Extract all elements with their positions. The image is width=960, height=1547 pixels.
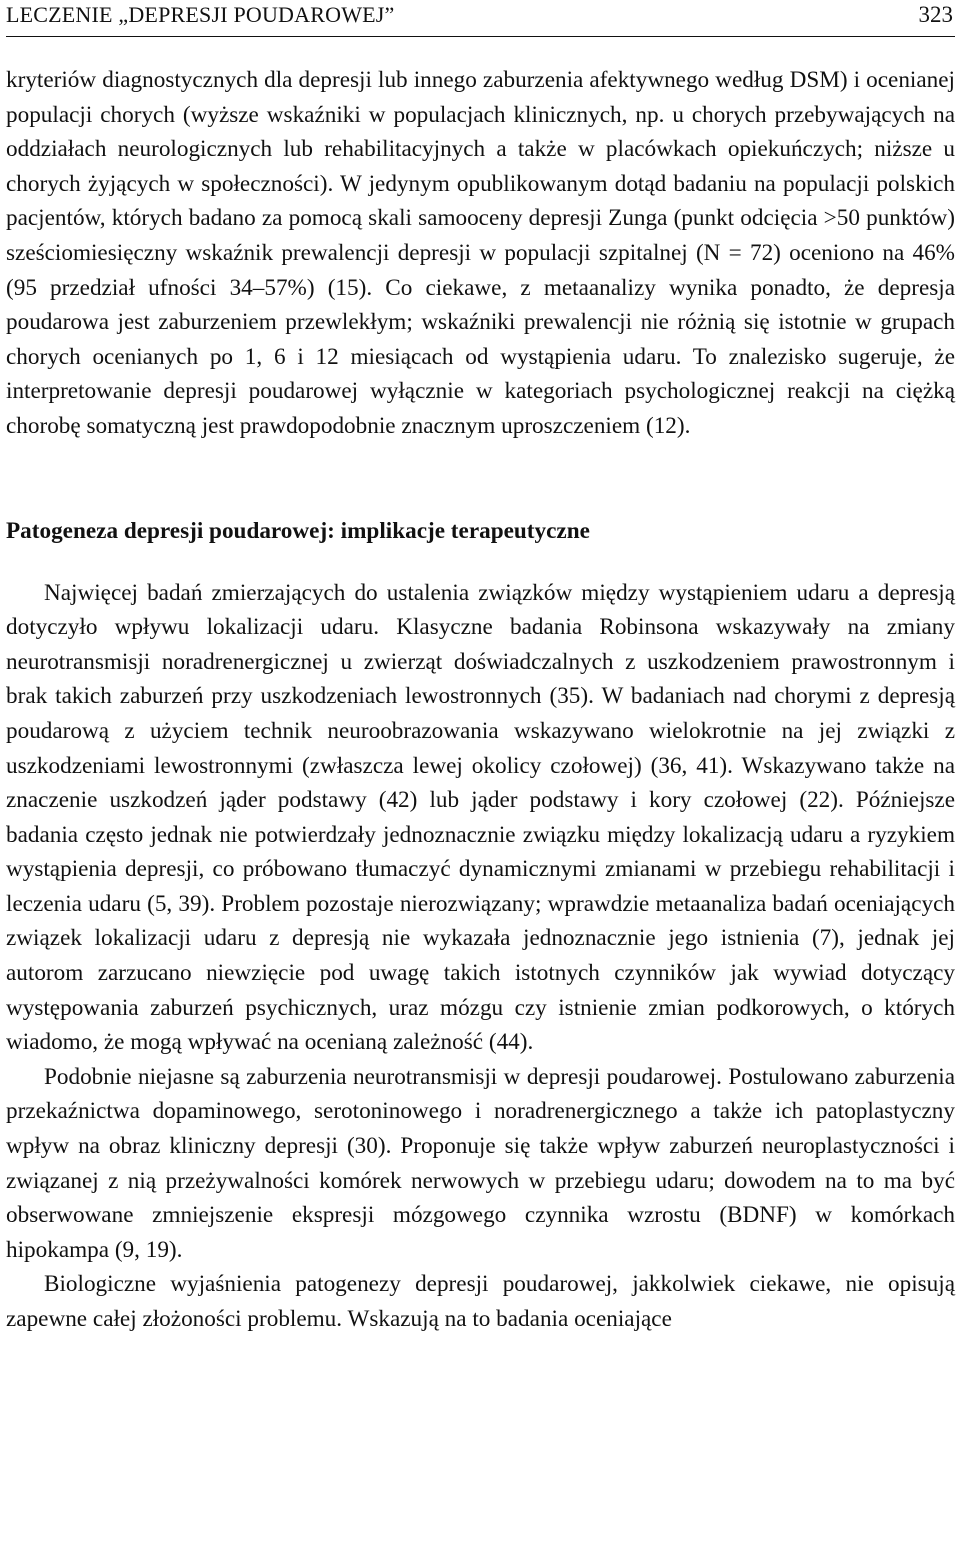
section-heading: Patogeneza depresji poudarowej: implikacje terapeutyczne <box>6 517 590 544</box>
running-title: LECZENIE „DEPRESJI POUDAROWEJ” <box>6 2 395 27</box>
paragraph-prevalence: kryteriów diagnostycznych dla depresji lub innego zaburzenia afektywnego według DSM) i ocenianej populacji chorych (wyższe wskaźniki w populacjach klinicznych, np. u chorych przebywających na oddziałach neurologicznych lub rehabilitacyjnych a także w placówkach opiekuńczych; niższe u chorych żyjących w społeczności). W jedynym opublikowanym dotąd badaniu na populacji polskich pacjentów, których badano za pomocą skali samooceny depresji Zunga (punkt odcięcia >50 punktów) sześciomiesięczny wskaźnik prewalencji depresji w populacji szpitalnej (N = 72) oceniono na 46% (95 przedział ufności 34–57%) (15). Co ciekawe, z metaanalizy wynika ponadto, że depresja poudarowa jest zaburzeniem przewlekłym; wskaźniki prewalencji nie różnią się istotnie w grupach chorych ocenianych po 1, 6 i 12 miesiącach od wystąpienia udaru. To znalezisko sugeruje, że interpretowanie depresji poudarowej wyłącznie w kategoriach psychologicznej reakcji na ciężką chorobę somatyczną jest prawdopodobnie znacznym uproszczeniem (12). <box>6 67 955 439</box>
running-header <box>6 0 955 37</box>
paragraph-lesion-location: Najwięcej badań zmierzających do ustalenia związków między wystąpieniem udaru a depresją dotyczyło wpływu lokalizacji udaru. Klasyczne badania Robinsona wskazywały na zmiany neurotransmisji noradrenergicznej u zwierząt doświadczalnych z uszkodzeniem prawostronnym i brak takich zaburzeń przy uszkodzeniach lewostronnych (35). W badaniach nad chorymi z depresją poudarową z użyciem technik neuroobrazowania wskazywano wielokrotnie na jej związki z uszkodzeniami lewostronnymi (zwłaszcza lewej okolicy czołowej) (36, 41). Wskazywano także na znaczenie uszkodzeń jąder podstawy (42) lub jąder podstawy i kory czołowej (22). Późniejsze badania często jednak nie potwierdzały jednoznacznie związku między lokalizacją udaru a ryzykiem wystąpienia depresji, co próbowano tłumaczyć dynamicznymi zmianami w przebiegu rehabilitacji i leczenia udaru (5, 39). Problem pozostaje nierozwiązany; wprawdzie metaanaliza badań oceniających związek lokalizacji udaru z depresją nie wykazała jednoznacznie jego istnienia (7), jednak jej autorom zarzucano niewzięcie pod uwagę takich istotnych czynników jak wywiad dotyczący występowania zaburzeń psychicznych, uraz mózgu czy istnienie zmian podkorowych, o których wiadomo, że mogą wpływać na ocenianą zależność (44). <box>6 579 955 1056</box>
paragraph-biological-explanations: Biologiczne wyjaśnienia patogenezy depresji poudarowej, jakkolwiek ciekawe, nie opisują zapewne całej złożoności problemu. Wskazują na to badania oceniające <box>6 1271 955 1332</box>
page-number: 323 <box>918 2 953 27</box>
paragraph-neurotransmission: Podobnie niejasne są zaburzenia neurotransmisji w depresji poudarowej. Postulowano zaburzenia przekaźnictwa dopaminowego, serotoninowego i noradrenergicznego a także ich patoplastyczny wpływ na obraz kliniczny depresji (30). Proponuje się także wpływ zaburzeń neuroplastyczności i związanej z nią przeżywalności komórek nerwowych w przebiegu udaru; dowodem na to ma być obserwowane zmniejszenie ekspresji mózgowego czynnika wzrostu (BDNF) w komórkach hipokampa (9, 19). <box>6 1063 955 1263</box>
document-page <box>6 0 955 1337</box>
